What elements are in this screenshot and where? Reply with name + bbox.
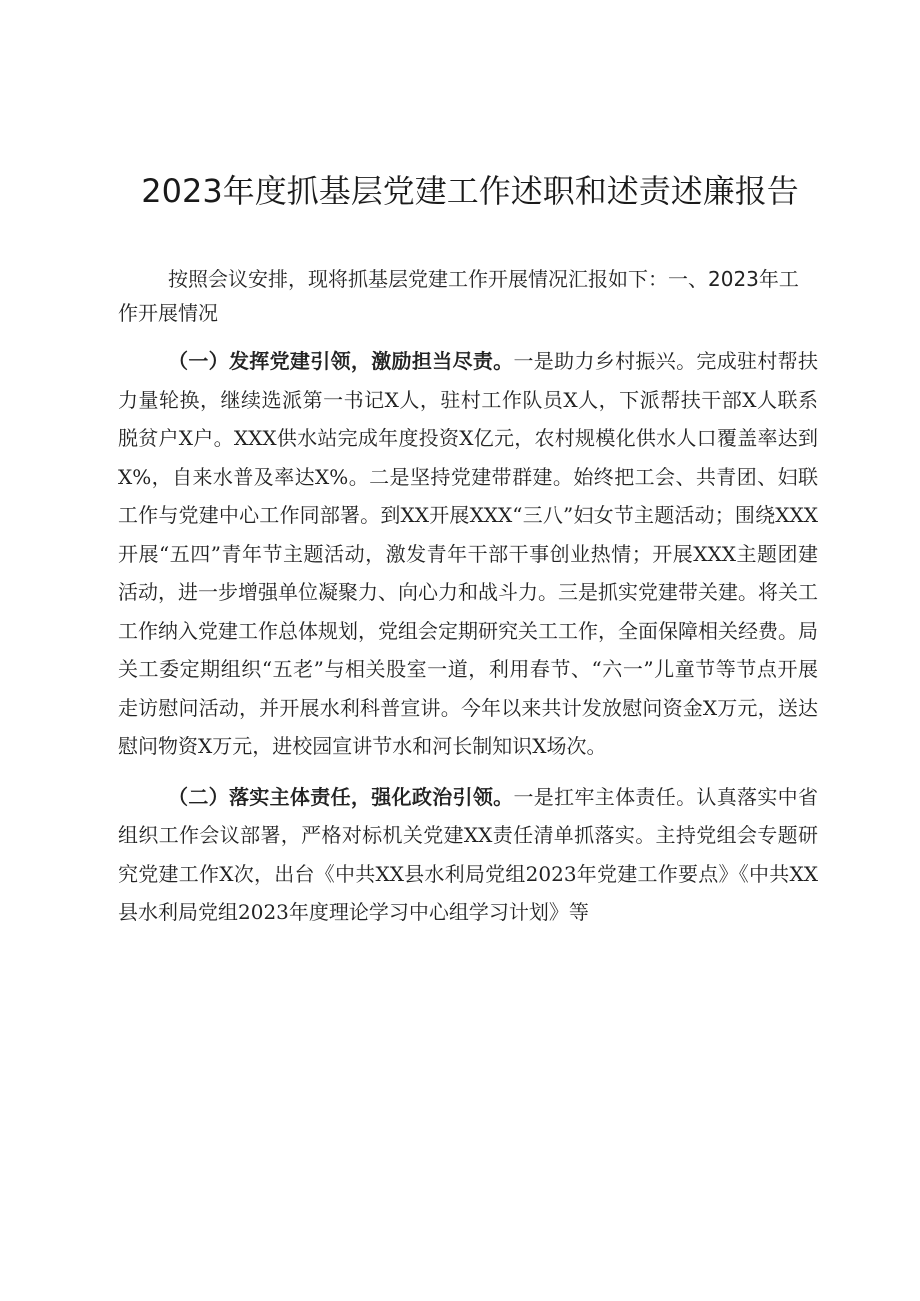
section-heading: 一、2023年工作开展情况: [118, 267, 799, 325]
document-body: [118, 262, 818, 932]
paragraph-heading: （一）发挥党建引领，激励担当尽责。: [168, 349, 514, 373]
document-title: 2023年度抓基层党建工作述职和述责述廉报告: [141, 172, 799, 210]
paragraph-text: 一是助力乡村振兴。完成驻村帮扶力量轮换，继续选派第一书记X人，驻村工作队员X人，下派帮扶干部X人联系脱贫户X户。XXX供水站完成年度投资X亿元，农村规模化供水人口覆盖率达到X%，自来水普及率达X%。二是坚持党建带群建。始终把工会、共青团、妇联工作与党建中心工作同部署。到XX开展XXX“三八”妇女节主题活动；围绕XXX开展“五四”青年节主题活动，激发青年干部干事创业热情；开展XXX主题团建活动，进一步增强单位凝聚力、向心力和战斗力。三是抓实党建带关建。将关工工作纳入党建工作总体规划，党组会定期研究关工工作，全面保障相关经费。局关工委定期组织“五老”与相关股室一道，利用春节、“六一”儿童节等节点开展走访慰问活动，并开展水利科普宣讲。今年以来共计发放慰问资金X万元，送达慰问物资X万元，进校园宣讲节水和河长制知识X场次。: [118, 349, 819, 758]
paragraph-text: 一是扛牢主体责任。认真落实中省组织工作会议部署，严格对标机关党建XX责任清单抓落实。主持党组会专题研究党建工作X次，出台《中共XX县水利局党组2023年党建工作要点》《中共XX县水利局党组2023年度理论学习中心组学习计划》等: [118, 784, 819, 924]
body-paragraph: [118, 342, 818, 766]
intro-paragraph: [118, 262, 818, 330]
body-paragraph: [118, 778, 818, 932]
paragraph-heading: （二）落实主体责任，强化政治引领。: [168, 784, 514, 809]
intro-text: 按照会议安排，现将抓基层党建工作开展情况汇报如下：: [168, 267, 668, 291]
